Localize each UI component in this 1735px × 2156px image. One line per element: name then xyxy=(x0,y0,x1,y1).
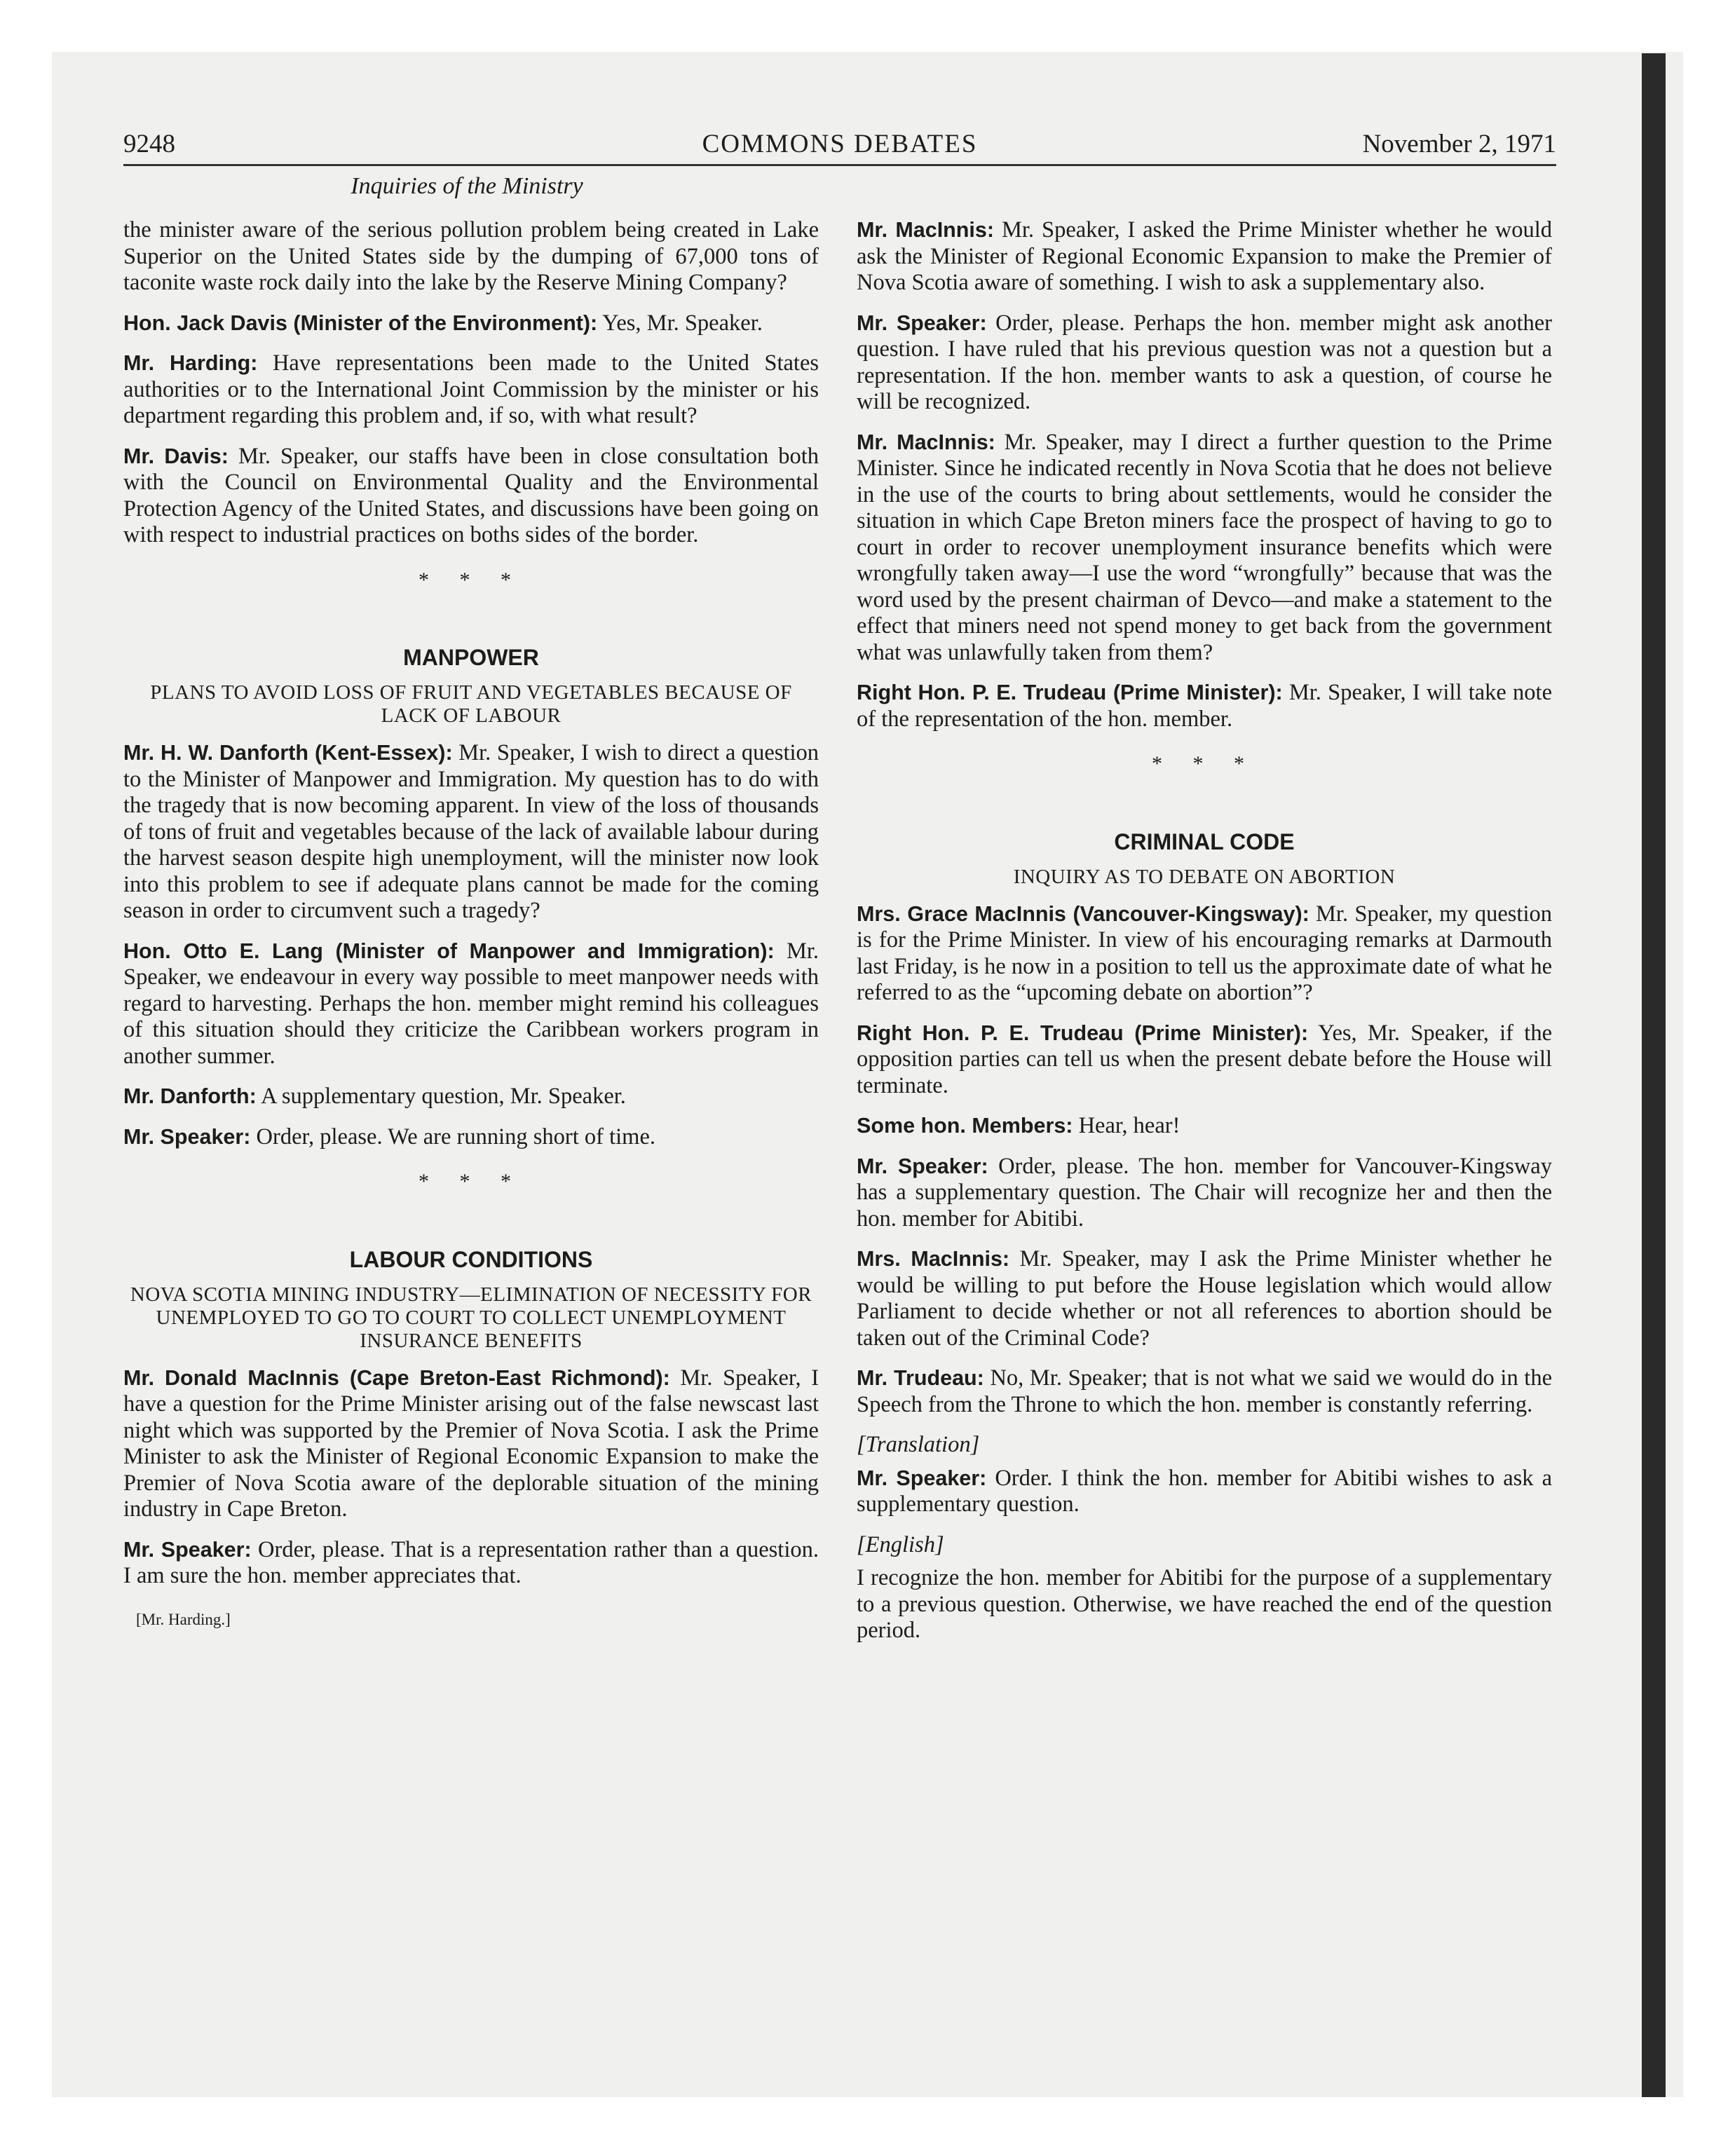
speech-text: Mr. Speaker, may I direct a further question to the Prime Minister. Since he indicated recently in Nova Scotia that he does not believe in the use of the courts to bring about settlements, would he consider the situation in which Cape Breton miners face the prospect of having to go to court in order to recover unemployment insurance benefits which were wrongfully taken away—I use the word “wrongfully” because that was the word used by the present chairman of Devco—and make a statement to the effect that miners need not spend money to get back from the government what was unlawfully taken from them? xyxy=(857,429,1553,665)
paragraph xyxy=(123,311,819,337)
speech-text: Order, please. Perhaps the hon. member might ask another question. I have ruled that his previous question was not a question but a representation. If the hon. member wants to ask a question, of course he will be recognized. xyxy=(857,310,1552,414)
speech-text: I recognize the hon. member for Abitibi for the purpose of a supplementary to a previous question. Otherwise, we have reached the end of the question period. xyxy=(857,1565,1552,1643)
paragraph xyxy=(857,1113,1552,1140)
speech-text: Mr. Speaker, we endeavour in every way possible to meet manpower needs with regard to harvesting. Perhaps the hon. member might remind his colleagues of this situation should they criticize the Caribbean workers program in another summer. xyxy=(123,938,819,1069)
language-tag: [English] xyxy=(857,1531,944,1557)
right-column xyxy=(857,217,1552,1658)
paragraph xyxy=(123,444,819,549)
speech-text: Mr. Speaker, my question is for the Prime Minister. In view of his encouraging remarks at Darmouth last Friday, is he now in a position to tell us the approximate date of what he referred to as the “upcoming debate on abortion”? xyxy=(857,901,1552,1005)
binding-edge xyxy=(1642,53,1666,2097)
speech-text: Mr. Speaker, I wish to direct a question to the Minister of Manpower and Immigration. My question has to do with the tragedy that is now becoming apparent. In view of the loss of thousands of tons of fruit and vegetables because of the lack of available labour during the harvest season despite high unemployment, will the minister now look into this problem to see if adequate plans cannot be made for the coming season in order to circumvent such a tragedy? xyxy=(123,740,819,923)
paragraph xyxy=(857,430,1552,667)
section-separator: * * * xyxy=(1152,752,1257,775)
section-separator: * * * xyxy=(419,1170,524,1193)
speech-text: Order. I think the hon. member for Abitibi wishes to ask a supplementary question. xyxy=(857,1465,1552,1517)
speech-text: the minister aware of the serious pollution problem being created in Lake Superior on the United States side by the dumping of 67,000 tons of taconite waste rock daily into the lake by the Reserve Mining Company? xyxy=(123,217,819,295)
speech-text: Hear, hear! xyxy=(1078,1113,1181,1138)
paragraph xyxy=(857,901,1552,1007)
speaker-name: Mrs. MacInnis: xyxy=(857,1247,1010,1271)
speaker-name: Mr. Speaker: xyxy=(857,311,987,335)
speaker-name: Mr. Speaker: xyxy=(857,1154,988,1178)
speech-text: Mr. Speaker, I will take note of the representation of the hon. member. xyxy=(857,680,1553,732)
section-heading: CRIMINAL CODE xyxy=(1114,828,1295,854)
speech-text: Yes, Mr. Speaker, if the opposition parties can tell us when the present debate before the House will terminate. xyxy=(857,1020,1552,1098)
section-subheading: INQUIRY AS TO DEBATE ON ABORTION xyxy=(1013,865,1396,888)
speaker-name: Mr. MacInnis: xyxy=(857,218,995,242)
paragraph xyxy=(857,217,1552,296)
left-column xyxy=(123,217,819,1630)
paragraph xyxy=(857,1021,1552,1100)
speech-text: Mr. Speaker, I have a question for the Prime Minister arising out of the false newscast last night which was supported by the Premier of Nova Scotia. I ask the Prime Minister to ask the Minister of Regional Economic Expansion to make the Premier of Nova Scotia aware of the deplorable situation of the mining industry in Cape Breton. xyxy=(123,1365,819,1522)
speech-text: No, Mr. Speaker; that is not what we said we would do in the Speech from the Throne to which the hon. member is constantly referring. xyxy=(857,1365,1553,1417)
speech-text: Mr. Speaker, our staffs have been in close consultation both with the Council on Environmental Quality and the Environmental Protection Agency of the United States, and discussions have been going on with respect to industrial practices on boths sides of the border. xyxy=(123,443,819,547)
paragraph xyxy=(123,217,819,296)
speech-text: A supplementary question, Mr. Speaker. xyxy=(261,1084,626,1109)
speech-text: Order, please. That is a representation rather than a question. I am sure the hon. member appreciates that. xyxy=(123,1536,819,1588)
speaker-name: Right Hon. P. E. Trudeau (Prime Minister): xyxy=(857,681,1283,704)
speaker-name: Mr. H. W. Danforth (Kent-Essex): xyxy=(123,741,453,765)
speaker-name: Mr. Donald MacInnis (Cape Breton-East Richmond): xyxy=(123,1365,670,1390)
speech-text: Mr. Speaker, may I ask the Prime Minister whether he would be willing to put before the House legislation which would allow Parliament to decide whether or not all references to abortion should be taken out of the Criminal Code? xyxy=(857,1246,1553,1351)
paragraph xyxy=(123,740,819,925)
speaker-name: Mr. Davis: xyxy=(123,444,229,468)
paragraph xyxy=(123,1084,819,1110)
speech-text: Order, please. We are running short of time. xyxy=(256,1124,655,1149)
paragraph xyxy=(857,1154,1552,1233)
section-heading: MANPOWER xyxy=(403,645,539,670)
page-number: 9248 xyxy=(123,130,175,158)
speaker-name: Mr. Harding: xyxy=(123,351,258,375)
paragraph xyxy=(123,1124,819,1151)
publication-title: COMMONS DEBATES xyxy=(702,130,978,158)
speech-text: Yes, Mr. Speaker. xyxy=(602,310,763,336)
section-subheading: PLANS TO AVOID LOSS OF FRUIT AND VEGETABLES BECAUSE OF LACK OF LABOUR xyxy=(150,681,792,727)
speech-text: Order, please. The hon. member for Vancouver-Kingsway has a supplementary question. The Chair will recognize her and then the hon. member for Abitibi. xyxy=(857,1153,1552,1231)
paragraph xyxy=(857,1246,1552,1351)
speaker-name: Mr. Speaker: xyxy=(123,1124,251,1149)
section-subheading: NOVA SCOTIA MINING INDUSTRY—ELIMINATION OF NECESSITY FOR UNEMPLOYED TO GO TO COURT TO COLLECT UNEMPLOYMENT INSURANCE BENEFITS xyxy=(130,1283,812,1352)
speaker-footnote: [Mr. Harding.] xyxy=(136,1610,231,1628)
speech-text: Mr. Speaker, I asked the Prime Minister whether he would ask the Minister of Regional Economic Expansion to make the Premier of Nova Scotia aware of something. I wish to ask a supplementary also. xyxy=(857,217,1552,295)
page-header xyxy=(123,128,1556,166)
paragraph xyxy=(123,1365,819,1523)
speaker-name: Right Hon. P. E. Trudeau (Prime Minister): xyxy=(857,1021,1309,1045)
paragraph xyxy=(857,311,1552,416)
section-heading: LABOUR CONDITIONS xyxy=(349,1246,593,1272)
paragraph xyxy=(857,1466,1552,1518)
section-separator: * * * xyxy=(419,568,524,592)
paragraph xyxy=(857,1565,1552,1644)
speaker-name: Some hon. Members: xyxy=(857,1114,1073,1138)
paragraph xyxy=(857,680,1552,732)
running-head: Inquiries of the Ministry xyxy=(351,173,583,199)
paragraph xyxy=(123,1537,819,1590)
speaker-name: Mr. Speaker: xyxy=(123,1537,252,1562)
speaker-name: Mr. Trudeau: xyxy=(857,1366,984,1390)
paragraph xyxy=(123,350,819,430)
speaker-name: Mr. MacInnis: xyxy=(857,430,995,454)
speaker-name: Hon. Jack Davis (Minister of the Environment): xyxy=(123,311,598,335)
paragraph xyxy=(123,939,819,1070)
publication-date: November 2, 1971 xyxy=(1362,130,1556,158)
speaker-name: Mr. Danforth: xyxy=(123,1084,257,1108)
speaker-name: Hon. Otto E. Lang (Minister of Manpower and Immigration): xyxy=(123,939,775,963)
speech-text: Have representations been made to the United States authorities or to the International Joint Commission by the minister or his department regarding this problem and, if so, with what result? xyxy=(123,350,819,428)
language-tag: [Translation] xyxy=(857,1432,980,1457)
speaker-name: Mr. Speaker: xyxy=(857,1466,987,1490)
speaker-name: Mrs. Grace MacInnis (Vancouver-Kingsway): xyxy=(857,901,1309,926)
paragraph xyxy=(857,1365,1552,1418)
